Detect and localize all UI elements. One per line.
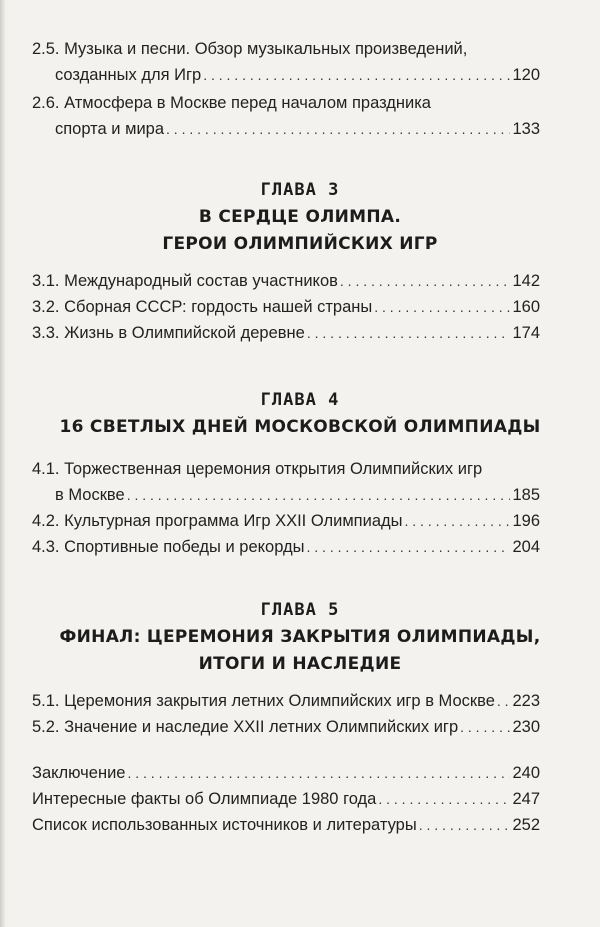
toc-entry-text: в Москве <box>55 486 125 504</box>
leader-dots <box>460 716 510 738</box>
toc-entry-facts <box>32 788 540 814</box>
toc-entry-3-2 <box>32 296 540 322</box>
toc-entry-text: спорта и мира <box>55 120 165 138</box>
toc-entry-text: 2.5. Музыка и песни. Обзор музыкальных произведений, <box>32 40 468 58</box>
toc-entry-text: Интересные факты об Олимпиаде 1980 года <box>32 790 377 808</box>
leader-dots <box>497 690 511 712</box>
leader-dots <box>405 510 511 532</box>
back-matter-entries <box>32 762 540 840</box>
chapter-title-line: ИТОГИ И НАСЛЕДИЕ <box>198 654 402 674</box>
toc-entry-4-2 <box>32 510 540 536</box>
page-number: 120 <box>512 66 540 84</box>
toc-entry-text: 4.2. Культурная программа Игр XXII Олимпиады <box>32 512 403 530</box>
page-number: 252 <box>512 816 540 834</box>
chapter-4-title <box>0 414 600 441</box>
toc-entry-sources <box>32 814 540 840</box>
page-number: 174 <box>512 324 540 342</box>
toc-entry-text: 5.1. Церемония закрытия летних Олимпийских игр в Москве <box>32 692 495 710</box>
leader-dots <box>166 118 510 140</box>
toc-entry-text: Список использованных источников и литературы <box>32 816 417 834</box>
toc-entry-2-5 <box>32 38 540 90</box>
chapter-5-title <box>0 624 600 678</box>
toc-entry-3-1 <box>32 270 540 296</box>
chapter-5-label: ГЛАВА 5 <box>260 600 340 620</box>
leader-dots <box>307 536 511 558</box>
chapter-3-entries <box>32 270 540 348</box>
page-number: 160 <box>512 298 540 316</box>
toc-entry-text: 3.2. Сборная СССР: гордость нашей страны <box>32 298 373 316</box>
chapter-title-line: 16 СВЕТЛЫХ ДНЕЙ МОСКОВСКОЙ ОЛИМПИАДЫ <box>59 417 541 437</box>
chapter-3-title <box>0 204 600 258</box>
page-number: 196 <box>512 512 540 530</box>
chapter-4-entries <box>32 458 540 562</box>
chapter-3-label: ГЛАВА 3 <box>260 180 340 200</box>
toc-entry-4-3 <box>32 536 540 562</box>
toc-entry-conclusion <box>32 762 540 788</box>
leader-dots <box>419 814 511 836</box>
leader-dots <box>127 484 511 506</box>
toc-entry-text: Заключение <box>32 764 126 782</box>
leader-dots <box>307 322 511 344</box>
page-number: 204 <box>512 538 540 556</box>
toc-entry-3-3 <box>32 322 540 348</box>
toc-entry-5-1 <box>32 690 540 716</box>
page-number: 230 <box>512 718 540 736</box>
page-number: 142 <box>512 272 540 290</box>
leader-dots <box>378 788 510 810</box>
leader-dots <box>127 762 510 784</box>
page-number: 247 <box>512 790 540 808</box>
toc-entry-text: 5.2. Значение и наследие XXII летних Олимпийских игр <box>32 718 459 736</box>
chapter-5-entries <box>32 690 540 742</box>
toc-entry-text: 4.1. Торжественная церемония открытия Олимпийских игр <box>32 460 483 478</box>
page-gutter-shadow <box>0 0 6 927</box>
chapter-title-line: ГЕРОИ ОЛИМПИЙСКИХ ИГР <box>162 234 438 254</box>
toc-entry-text: 4.3. Спортивные победы и рекорды <box>32 538 305 556</box>
page-number: 240 <box>512 764 540 782</box>
page-number: 223 <box>512 692 540 710</box>
leader-dots <box>374 296 510 318</box>
toc-entry-5-2 <box>32 716 540 742</box>
page-number: 185 <box>512 486 540 504</box>
leader-dots <box>340 270 511 292</box>
page-number: 133 <box>512 120 540 138</box>
toc-entry-text: 2.6. Атмосфера в Москве перед началом праздника <box>32 94 431 112</box>
chapter-title-line: ФИНАЛ: ЦЕРЕМОНИЯ ЗАКРЫТИЯ ОЛИМПИАДЫ, <box>59 627 541 647</box>
toc-entry-text: 3.3. Жизнь в Олимпийской деревне <box>32 324 305 342</box>
chapter-title-line: В СЕРДЦЕ ОЛИМПА. <box>198 207 402 227</box>
chapter-4-label: ГЛАВА 4 <box>260 390 340 410</box>
toc-entry-text: 3.1. Международный состав участников <box>32 272 338 290</box>
toc-entry-4-1 <box>32 458 540 484</box>
toc-entry-text: созданных для Игр <box>55 66 202 84</box>
leader-dots <box>203 64 510 86</box>
toc-entry-2-6 <box>32 92 540 144</box>
toc-entry-4-1-cont <box>32 484 540 510</box>
